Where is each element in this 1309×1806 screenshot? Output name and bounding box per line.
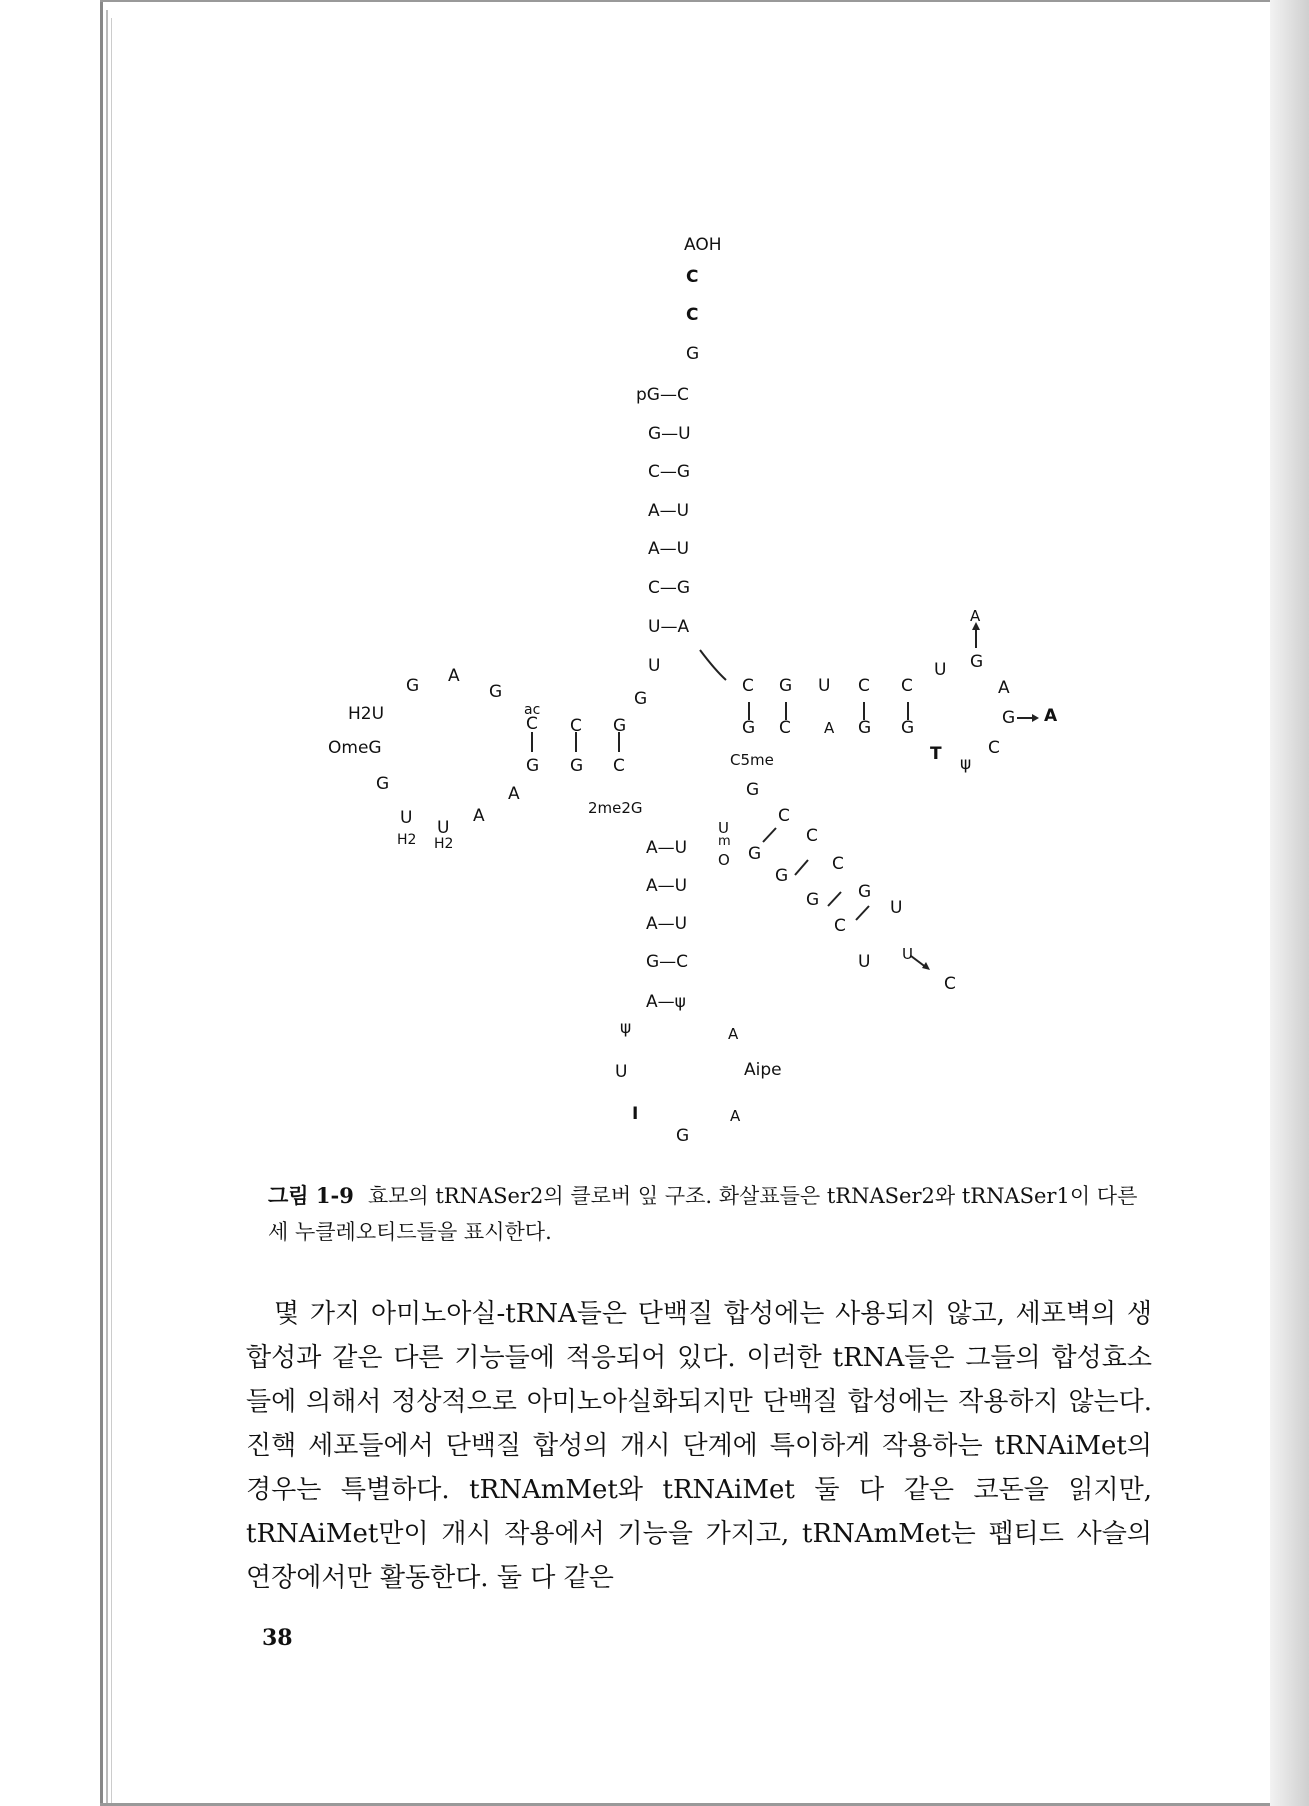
nt-e-u1: U [890,898,903,918]
nt-e-u2: U [858,952,871,972]
nt-e-c2: C [806,826,818,846]
nt-d-u1: U [400,808,413,828]
nt-e-g1: G [748,844,762,864]
nt-d-omeg: OmeG [328,738,382,758]
nt-t-c3: C [901,676,913,696]
nt-t-u2: U [934,660,947,680]
nt-t-g4: G [901,718,915,738]
page-number: 38 [262,1625,293,1651]
nt-d-g4: G [613,716,627,736]
nt-ac-g: G [676,1126,690,1146]
nt-d-c3: C [613,756,625,776]
nt-v-o: O [718,851,730,869]
nt-acc-c1: C [686,267,699,287]
nt-v-g0: G [746,780,760,800]
nt-t-g5: G [970,652,984,672]
nt-pair-a1: A—U [646,838,688,858]
nt-ac-i: I [632,1104,639,1124]
nt-pair-s6: C—G [648,578,691,598]
nt-pair-s7: U—A [648,617,690,637]
nt-t-t: T [930,744,942,764]
nt-t-g3: G [858,718,872,738]
nt-t-c2: C [858,676,870,696]
nt-e-c5: C [944,974,956,994]
nt-pair-s3: C—G [648,462,691,482]
nt-e-c4: C [834,916,846,936]
nt-d-g1: G [406,676,420,696]
nt-d-g2: G [489,682,503,702]
body-text [246,1292,1152,1600]
nt-d-c2: C [570,716,582,736]
nt-ac-a1: A [728,1025,739,1043]
nt-d-g3: G [376,774,390,794]
body-paragraph: 몇 가지 아미노아실-tRNA들은 단백질 합성에는 사용되지 않고, 세포벽의 생합성과 같은 다른 기능들에 적응되어 있다. 이러한 tRNA들은 그들의 합성효소들에 의해서 정상적으로 아미노아실화되지만 단백질 합성에는 작용하지 않는다. 진핵 세포들에서 단백질 합성의 개시 단계에 특이하게 작용하는 tRNAiMet의 경우는 특별하다. tRNAmMet와 tRNAiMet 둘 다 같은 코돈을 읽지만, tRNAiMet만이 개시 작용에서 기능을 가지고, tRNAmMet는 펩티드 사슬의 연장에서만 활동한다. 둘 다 같은 [246,1299,1152,1593]
nt-ac-a2: A [730,1107,741,1125]
nt-d-2me2g: 2me2G [588,799,643,817]
nt-d-a2: A [473,806,485,826]
nt-t-u1: U [818,676,831,696]
nt-e-c3: C [832,854,844,874]
nt-e-u3: U [902,945,913,963]
nt-d-h2b: H2 [434,836,454,852]
nt-pair-a3: A—U [646,914,688,934]
nt-d-u2: U [437,818,450,838]
nt-g-link: G [634,689,648,709]
nt-ac-aipe: Aipe [744,1060,782,1080]
nt-d-c1: C [526,714,538,734]
nt-t-g2: G [742,718,756,738]
nt-acc-c2: C [686,305,699,325]
nt-e-g4: G [858,882,872,902]
nt-d-a1: A [448,666,460,686]
nt-d-a3: A [508,784,520,804]
nt-pair-s1: pG—C [636,385,689,405]
figure-caption-text: 효모의 tRNASer2의 클로버 잎 구조. 화살표들은 tRNASer2와 tRNASer1이 다른 세 누클레오티드들을 표시한다. [268,1184,1138,1244]
nt-ac-u: U [615,1062,628,1082]
nt-acc-g: G [686,344,700,364]
nt-u-link: U [648,656,661,676]
nt-e-c1: C [778,806,790,826]
nt-ac-psi: ψ [620,1018,632,1038]
nt-pair-s5: A—U [648,539,690,559]
nt-pair-s4: A—U [648,501,690,521]
nt-pair-a5: A—ψ [646,992,686,1012]
nt-v-u: U [718,819,729,837]
figure-caption [268,1178,1148,1250]
nt-t-c4: C [779,718,791,738]
nt-e-g2: G [775,866,789,886]
nt-t-a4: A [1044,706,1058,726]
nt-t-c5me: C5me [730,751,774,769]
nt-d-h2u: H2U [348,704,385,724]
nt-d-g5: G [526,756,540,776]
nt-t-a2: A [970,607,981,625]
nt-e-g3: G [806,890,820,910]
nt-pair-a4: G—C [646,952,689,972]
nt-d-ac: ac [524,702,541,718]
nt-t-g6: G [1002,708,1016,728]
nt-t-a3: A [998,678,1010,698]
nt-t-c1: C [742,676,754,696]
nt-aoh: AOH [684,235,722,255]
nt-d-h2a: H2 [397,832,417,848]
nt-pair-s2: G—U [648,424,691,444]
nt-t-g1: G [779,676,793,696]
nt-t-a1: A [824,719,835,737]
nt-t-c6: C [988,738,1000,758]
figure-label: 그림 1-9 [268,1183,354,1208]
nt-d-g6: G [570,756,584,776]
nt-pair-a2: A—U [646,876,688,896]
nt-t-psi: ψ [960,754,972,774]
nt-v-m: m [718,834,731,849]
